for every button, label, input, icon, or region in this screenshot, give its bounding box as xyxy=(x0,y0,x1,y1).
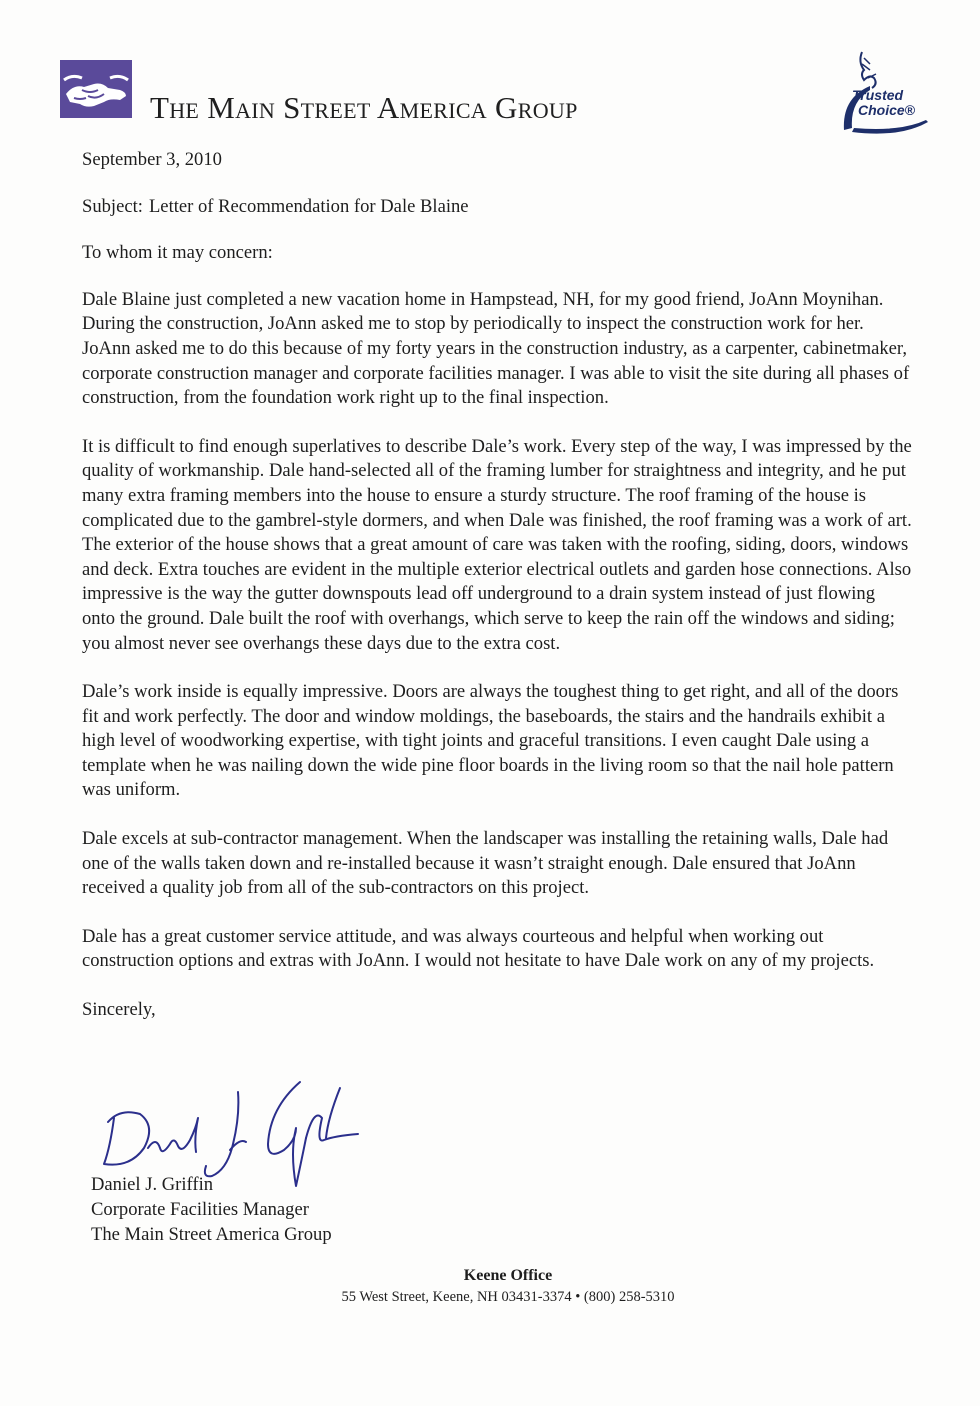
footer-office: Keene Office xyxy=(463,1267,553,1284)
subject-text: Letter of Recommendation for Dale Blaine xyxy=(148,195,469,217)
salutation: To whom it may concern: xyxy=(82,242,273,264)
signer-block xyxy=(91,1172,332,1247)
company-name: The Main Street America Group xyxy=(150,90,578,125)
signer-title: Corporate Facilities Manager xyxy=(91,1199,309,1220)
letter-date: September 3, 2010 xyxy=(82,149,222,170)
trusted-choice-badge xyxy=(840,48,932,138)
badge-line-2: Choice® xyxy=(858,102,915,118)
closing: Sincerely, xyxy=(82,999,156,1021)
paragraph: Dale Blaine just completed a new vacation home in Hampstead, NH, for my good friend, JoAnn Moynihan. During the construction, JoAnn asked me to stop by periodically to inspect the construction work for her. JoAnn asked me to do this because of my forty years in the construction industry, as a carpenter, cabinetmaker, corporate construction manager and corporate facilities manager. I was able to visit the site during all phases of construction, from the foundation work right up to the final inspection. xyxy=(82,288,910,409)
signer-name: Daniel J. Griffin xyxy=(91,1174,214,1195)
footer-address: 55 West Street, Keene, NH 03431-3374 • (800) 258-5310 xyxy=(341,1289,675,1305)
paragraph: Dale has a great customer service attitude, and was always courteous and helpful when working out construction options and extras with JoAnn. I would not hesitate to have Dale work on any of my projects. xyxy=(82,925,875,972)
footer xyxy=(0,1266,980,1308)
badge-line-1: Trusted xyxy=(852,87,904,103)
subject-line xyxy=(82,195,912,220)
paragraph: It is difficult to find enough superlatives to describe Dale’s work. Every step of the way, I was impressed by the quality of workmanship. Dale hand-selected all of the framing lumber for straightness and integrity, and he put many extra framing members into the house to ensure a sturdy structure. The roof framing of the house is complicated due to the gambrel-style dormers, and when Dale was finished, the roof framing was a work of art. The exterior of the house shows that a great amount of care was taken with the roofing, siding, doors, windows and deck. Extra touches are evident in the multiple exterior electrical outlets and garden hose connections. Also impressive is the way the gutter downspouts lead off underground to a drain system instead of just flowing onto the ground. Dale built the roof with overhangs, which serve to keep the rain off the windows and siding; you almost never see overhangs these days due to the extra cost. xyxy=(82,435,912,654)
paragraph: Dale excels at sub-contractor management. When the landscaper was installing the retaining walls, Dale had one of the walls taken down and re-installed because it wasn’t straight enough. Dale ensured that JoAnn received a quality job from all of the sub-contractors on this project. xyxy=(82,828,889,899)
letter-body xyxy=(82,148,912,1023)
paragraph: Dale’s work inside is equally impressive. Doors are always the toughest thing to get right, and all of the doors fit and work perfectly. The door and window moldings, the baseboards, the stairs and the handrails exhibit a high level of woodworking expertise, with tight joints and graceful transitions. I even caught Dale using a template when he was nailing down the wide pine floor boards in the living room so that the nail hole pattern was uniform. xyxy=(82,681,899,801)
signer-organization: The Main Street America Group xyxy=(91,1224,332,1245)
subject-label: Subject: xyxy=(82,195,143,217)
handshake-logo-icon xyxy=(60,60,132,118)
